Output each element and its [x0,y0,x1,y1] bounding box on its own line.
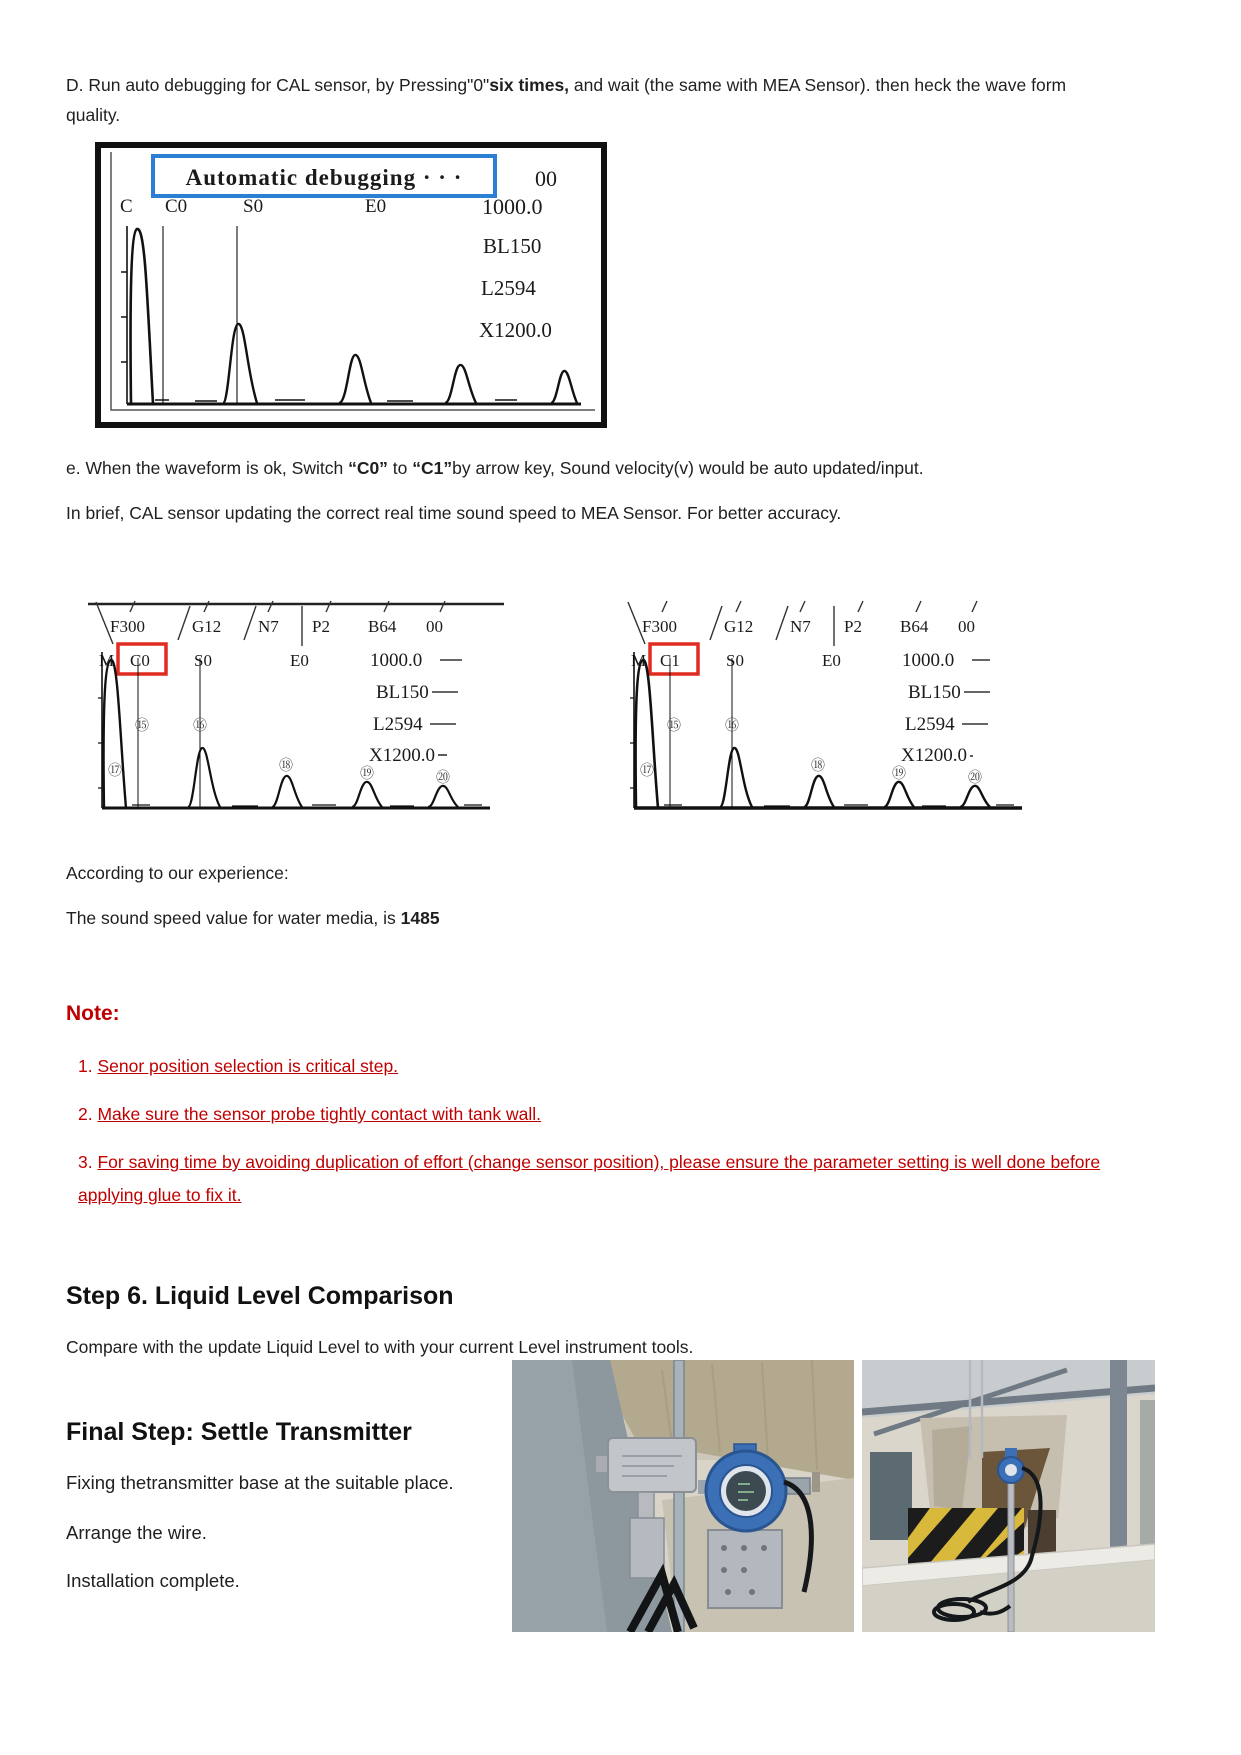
panel-channel: C0 [130,651,150,670]
display-label-c: C [120,196,133,217]
wall-panel [870,1452,912,1540]
auto-debug-title: Automatic debugging · · · [185,165,463,190]
note-title: Note: [66,1002,120,1025]
panel-label-p2: P2 [844,617,862,636]
display-l: L2594 [481,276,536,300]
panel-label-s0: S0 [194,651,212,670]
panel-label-f300: F300 [642,617,677,636]
panel-label-f300: F300 [110,617,145,636]
panel-label-m: M [99,651,115,670]
panel-label-b64: B64 [900,617,929,636]
display-code: 00 [535,166,557,191]
note-item-2 [78,1098,1138,1131]
step6-body: Compare with the update Liquid Level to with your current Level instrument tools. [66,1337,694,1357]
panel-l: L2594 [905,714,955,735]
panel-value-dashes [962,660,990,756]
final-line-3: Installation complete. [66,1570,240,1591]
sound-speed-value: 1485 [400,908,440,928]
note-item-text: Senor position selection is critical step. [97,1056,399,1076]
panel-label-e0: E0 [822,651,841,670]
paragraph-e-mid: to [387,458,413,478]
panel-label-e0: E0 [290,651,309,670]
panel-bl: BL150 [908,682,961,703]
panel-x: X1200.0 [901,745,967,766]
step6-heading: Step 6. Liquid Level Comparison [66,1282,454,1310]
sound-speed-text [66,903,440,933]
note-item-number: 1. [78,1056,93,1076]
transmitter-photo-closeup [512,1360,854,1632]
panel-label-m: M [631,651,647,670]
panel-gain: 1000.0 [370,650,423,671]
panel-value-dashes [430,660,462,755]
display-x: X1200.0 [479,318,552,342]
pole-clamp-box [630,1518,664,1578]
final-line-1: Fixing thetransmitter base at the suitable place. [66,1472,454,1493]
panel-channel: C1 [660,651,680,670]
callout-19: ⑲ [360,766,374,782]
panel-label-s0: S0 [726,651,744,670]
panel-label-g12: G12 [724,617,754,636]
display-label-e0: E0 [365,196,387,217]
paragraph-d-bold: six times, [489,75,570,95]
callout-18: ⑱ [279,758,293,774]
panel-gain: 1000.0 [902,650,955,671]
paragraph-d [66,70,1076,130]
auto-debug-display [95,142,607,428]
callout-16: ⑯ [725,718,739,734]
note-item-text: For saving time by avoiding duplication of effort (change sensor position), please ensure the parameter setting is well done before applying glue to fix it. [78,1152,1101,1205]
callout-17: ⑰ [640,763,654,779]
panel-label-00: 00 [426,617,443,636]
display-label-c0: C0 [165,196,188,217]
paragraph-e-c0: “C0” [348,458,388,478]
display-gain: 1000.0 [482,194,543,219]
paragraph-e-pre: e. When the waveform is ok, Switch [66,458,349,478]
panel-l: L2594 [373,714,423,735]
display-bl: BL150 [483,234,542,258]
callout-20: ⑳ [436,770,450,786]
final-line-2: Arrange the wire. [66,1522,207,1543]
waveform-panel-c1 [618,598,1038,826]
panel-label-b64: B64 [368,617,397,636]
callout-19: ⑲ [892,766,906,782]
callout-15: ⑮ [135,718,149,734]
paragraph-brief: In brief, CAL sensor updating the correct real time sound speed to MEA Sensor. For better accuracy. [66,503,842,523]
callout-18: ⑱ [811,758,825,774]
note-item-3 [78,1146,1133,1212]
final-heading: Final Step: Settle Transmitter [66,1418,412,1446]
panel-label-p2: P2 [312,617,330,636]
callout-20: ⑳ [968,770,982,786]
panel-bl: BL150 [376,682,429,703]
panel-label-n7: N7 [790,617,811,636]
display-label-s0: S0 [243,196,264,217]
callout-15: ⑮ [667,718,681,734]
paragraph-d-post: and wait (the same with MEA Sensor). then heck the wave form quality. [66,75,1067,125]
note-item-text: Make sure the sensor probe tightly contact with tank wall. [97,1104,542,1124]
paragraph-d-pre: D. Run auto debugging for CAL sensor, by Pressing"0" [66,75,490,95]
panel-label-00: 00 [958,617,975,636]
transmitter-photo-site [862,1360,1155,1632]
paragraph-e [66,453,1196,483]
panel-x: X1200.0 [369,745,435,766]
paragraph-e-post: by arrow key, Sound velocity(v) would be auto updated/input. [452,458,924,478]
note-item-1 [78,1050,1138,1083]
callout-16: ⑯ [193,718,207,734]
panel-label-g12: G12 [192,617,222,636]
paragraph-e-c1: “C1” [412,458,453,478]
callout-17: ⑰ [108,763,122,779]
experience-text: According to our experience: [66,863,289,883]
panel-label-n7: N7 [258,617,279,636]
note-item-number: 2. [78,1104,93,1124]
waveform-panel-c0 [86,598,506,826]
note-item-number: 3. [78,1152,93,1172]
sound-speed-pre: The sound speed value for water media, is [66,908,401,928]
